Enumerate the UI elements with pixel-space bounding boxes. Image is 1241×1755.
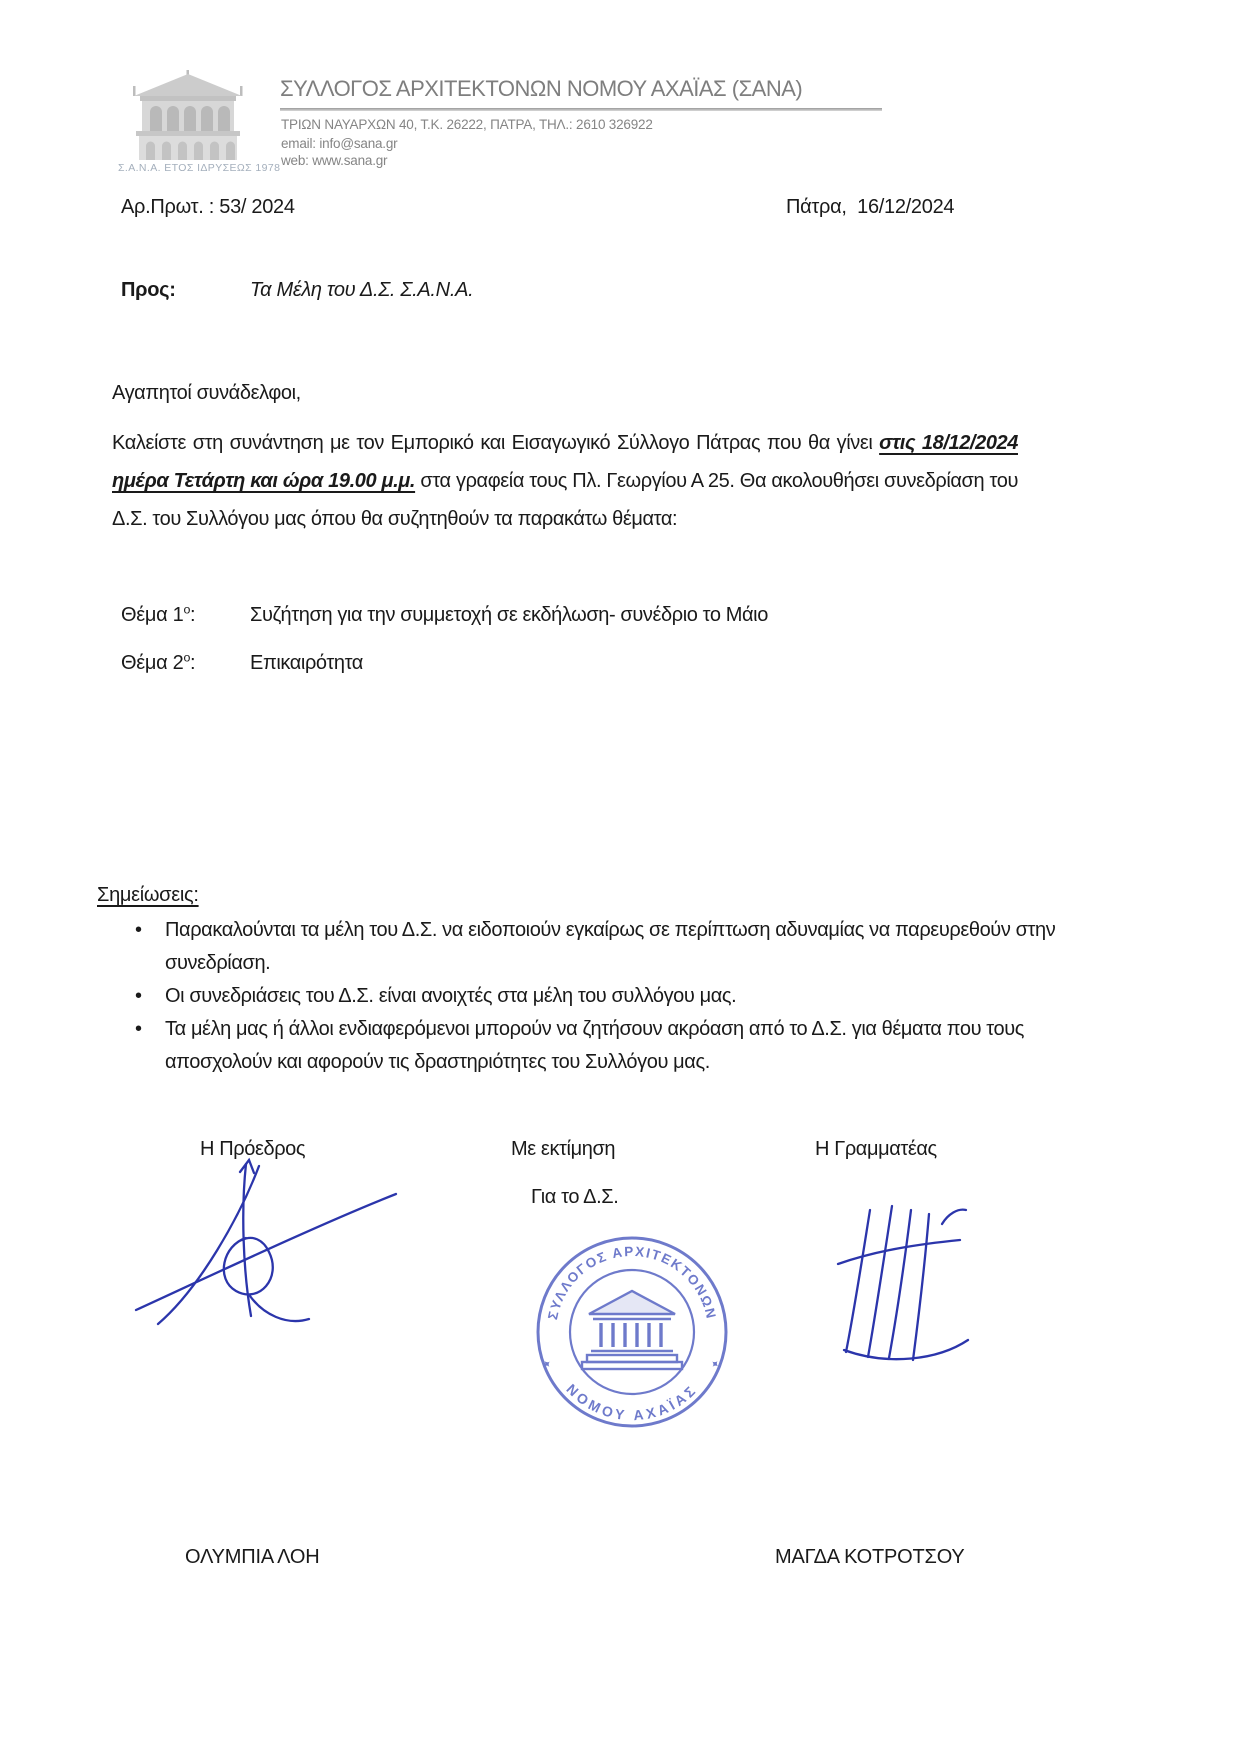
letterhead-divider (280, 108, 882, 111)
org-name: ΣΥΛΛΟΓΟΣ ΑΡΧΙΤΕΚΤΟΝΩΝ ΝΟΜΟΥ ΑΧΑΪΑΣ (ΣΑΝΑ) (280, 76, 803, 101)
on-behalf-label: Για το Δ.Σ. (531, 1186, 619, 1208)
notes-heading: Σημείωσεις: (97, 884, 199, 906)
org-logo (118, 70, 281, 174)
president-title: Η Πρόεδρος (200, 1138, 306, 1160)
org-website: web: www.sana.gr (281, 153, 388, 168)
protocol-number: Αρ.Πρωτ. : 53/ 2024 (121, 196, 295, 218)
topic-1-label: Θέμα $1^o$: (121, 602, 196, 626)
recipient-label: Προς: (121, 279, 176, 301)
ordinal-superscript: ο (183, 650, 191, 665)
secretary-name: ΜΑΓΔΑ ΚΟΤΡΟΤΣΟΥ (775, 1546, 965, 1568)
org-address: ΤΡΙΩΝ ΝΑΥΑΡΧΩΝ 40, Τ.Κ. 26222, ΠΑΤΡΑ, ΤΗΛ.: 2610 326922 (281, 117, 653, 132)
list-item: • Τα μέλη μας ή άλλοι ενδιαφερόμενοι μπορούν να ζητήσουν ακρόαση από το Δ.Σ. για θέματα που τους αποσχολούν και αφορούν τις δραστηριότητες του Συλλόγου μας. (165, 1013, 1070, 1079)
stamp-arc-top-text: ΣΥΛΛΟΓΟΣ ΑΡΧΙΤΕΚΤΟΝΩΝ (545, 1243, 720, 1322)
stamp-building-icon (582, 1291, 682, 1369)
topic-1-text: Συζήτηση για την συμμετοχή σε εκδήλωση- συνέδριο το Μάιο (250, 604, 768, 626)
classical-building-icon (126, 70, 250, 160)
list-item: • Οι συνεδριάσεις του Δ.Σ. είναι ανοιχτές στα μέλη του συλλόγου μας. (165, 980, 1070, 1013)
paragraph-text-end: στα γραφεία τους Πλ. Γεωργίου Α 25. Θα ακολουθήσει συνεδρίαση του Δ.Σ. του Συλλόγου μας όπου θα συζητηθούν τα παρακάτω θέματα: (112, 470, 1018, 530)
closing-regards: Με εκτίμηση (511, 1138, 616, 1160)
stamp-star-icon: ✦ (540, 1357, 555, 1373)
secretary-signature (808, 1200, 970, 1370)
notes-list (165, 914, 1070, 1079)
topic-2-text: Επικαιρότητα (250, 652, 363, 674)
logo-caption: Σ.Α.Ν.Α. ΕΤΟΣ ΙΔΡΥΣΕΩΣ 1978 (118, 162, 281, 174)
secretary-title: Η Γραμματέας (815, 1138, 937, 1160)
paragraph-text-start: Καλείστε στη συνάντηση με τον Εμπορικό και Εισαγωγικό Σύλλογο Πάτρας που θα γίνει (112, 432, 880, 454)
svg-text:ΣΥΛΛΟΓΟΣ ΑΡΧΙΤΕΚΤΟΝΩΝ (545, 1244, 719, 1321)
topic-2-label: Θέμα $2^o$: (121, 650, 196, 674)
greeting: Αγαπητοί συνάδελφοι, (112, 382, 301, 404)
body-paragraph (112, 424, 1018, 538)
list-item: • Παρακαλούνται τα μέλη του Δ.Σ. να ειδοποιούν εγκαίρως σε περίπτωση αδυναμίας να παρευρεθούν στην συνεδρίαση. (165, 914, 1070, 980)
svg-text:ΝΟΜΟΥ ΑΧΑΪΑΣ (563, 1381, 700, 1423)
stamp-star-icon: ✦ (707, 1357, 722, 1373)
org-email: email: info@sana.gr (281, 136, 398, 151)
president-signature (128, 1148, 404, 1334)
stamp-arc-bottom-text: ΝΟΜΟΥ ΑΧΑΪΑΣ (563, 1380, 701, 1424)
association-stamp (525, 1228, 739, 1436)
meeting-datetime: στις 18/12/2024 ημέρα Τετάρτη και ώρα 19.00 μ.μ. (112, 432, 1018, 492)
recipient-value: Τα Μέλη του Δ.Σ. Σ.Α.Ν.Α. (250, 279, 474, 301)
ordinal-superscript: ο (183, 602, 191, 617)
president-name: ΟΛΥΜΠΙΑ ΛΟΗ (185, 1546, 320, 1568)
place-date: Πάτρα, 16/12/2024 (786, 196, 955, 218)
